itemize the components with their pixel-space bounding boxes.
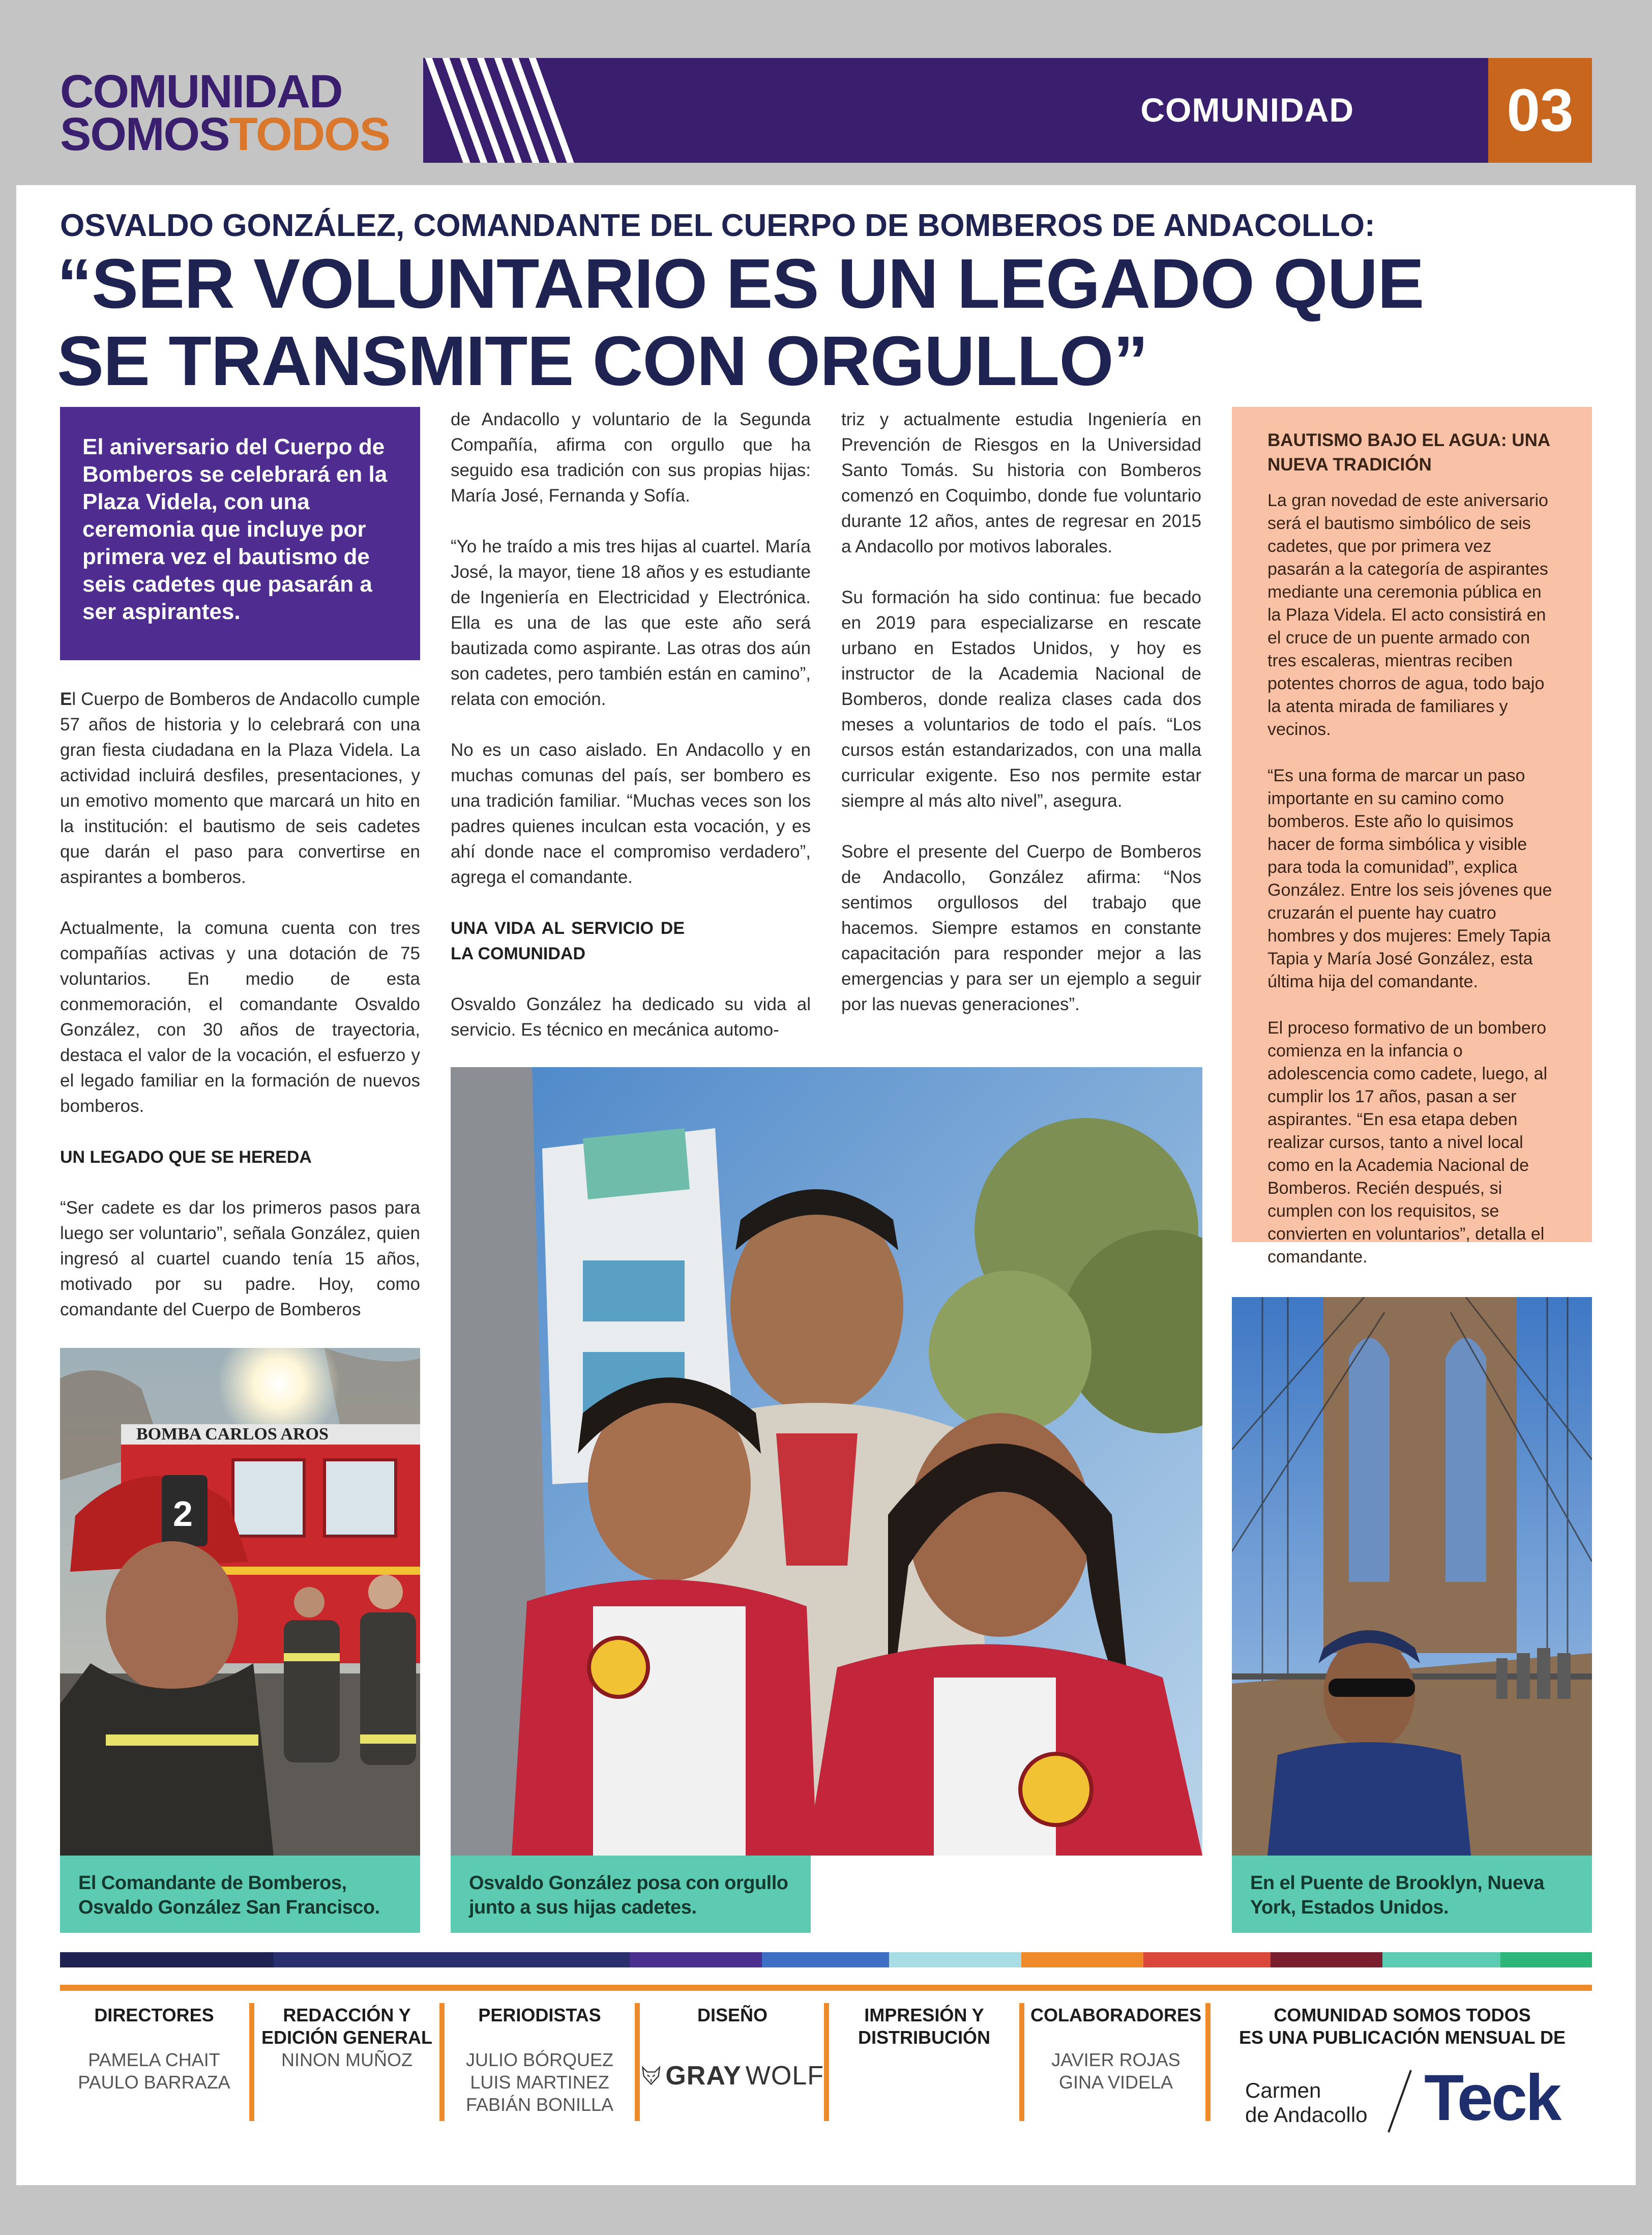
paragraph: Osvaldo González ha dedicado su vida al servicio. Es técnico en mecánica automo- [451, 994, 811, 1040]
credits-title: DIRECTORES [94, 2005, 214, 2025]
header-bar [423, 58, 1489, 163]
caption-family [451, 1856, 811, 1933]
credits-colaboradores [1024, 2004, 1207, 2094]
credits-name: GINA VIDELA [1058, 2072, 1173, 2093]
color-segment [630, 1952, 762, 1967]
paragraph: “Yo he traído a mis tres hijas al cuartel. María José, la mayor, tiene 18 años y es estudiante de Ingeniería en Electricidad y Electrónica. Ella es una de las que este año será bautizada como aspirante. Las otras dos aún son cadetes, pero también están en camino”, relata con emoción. [451, 537, 811, 709]
caption-text: En el Puente de Brooklyn, Nueva York, Estados Unidos. [1250, 1872, 1544, 1918]
credits-title: COLABORADORES [1030, 2005, 1201, 2025]
paragraph: “Ser cadete es dar los primeros pasos para luego ser voluntario”, señala González, quien ingresó al cuartel cuando tenía 15 años, motivado por su padre. Hoy, como comandante del Cuerpo de Bomberos [60, 1198, 420, 1319]
credits-name: JAVIER ROJAS [1051, 2049, 1181, 2070]
graywolf-logo [641, 2059, 824, 2093]
color-segment [1382, 1952, 1500, 1967]
credits-name: LUIS MARTINEZ [470, 2072, 609, 2093]
paragraph: Sobre el presente del Cuerpo de Bomberos de Andacollo, González afirma: “Nos sentimos orgullosos del trabajo que hacemos. Siempre estamos en constante capacitación para responder mejor a las emergencias y para ser un ejemplo a seguir por las nuevas generaciones”. [841, 842, 1201, 1014]
paragraph [60, 687, 420, 890]
logo-gray: GRAY [665, 2061, 742, 2091]
color-segment [1271, 1952, 1382, 1967]
carmen-line2: de Andacollo [1245, 2103, 1368, 2127]
credits-periodistas [446, 2004, 634, 2116]
photo-family [451, 1067, 1202, 1856]
credits-title: DISEÑO [697, 2005, 768, 2025]
paragraph: Su formación ha sido continua: fue becado en 2019 para especializarse en rescate urbano en Estados Unidos, y hoy es instructor de la Academia Nacional de Bomberos, donde realiza clases cada dos meses a voluntarios de todo el país. “Los cursos están estandarizados, con una malla curricular exigente. Eso nos permite estar siempre al más alto nivel”, asegura. [841, 587, 1201, 811]
teck-logo: Teck [1424, 2062, 1560, 2134]
caption-brooklyn [1232, 1856, 1592, 1933]
credits-name: NINON MUÑOZ [281, 2049, 412, 2070]
paragraph: de Andacollo y voluntario de la Segunda Compañía, afirma con orgullo que ha seguido esa tradición con sus propias hijas: María José, Fernanda y Sofía. [451, 409, 811, 506]
credits-title: DISTRIBUCIÓN [858, 2027, 990, 2048]
photo-brooklyn [1232, 1297, 1592, 1856]
truck-sign-text: BOMBA CARLOS AROS [136, 1425, 329, 1444]
credits-directores [60, 2004, 248, 2094]
publisher-title: COMUNIDAD SOMOS TODOS [1274, 2005, 1531, 2025]
brand-somos: SOMOS [60, 108, 229, 160]
subheading: UN LEGADO QUE SE HEREDA [60, 1148, 312, 1167]
brand-todos: TODOS [229, 108, 390, 160]
paragraph: Actualmente, la comuna cuenta con tres compañías activas y una dotación de 75 voluntarios. En medio de esta conmemoración, el comandante Osvaldo González, con 30 años de trayectoria, destaca el valor de la vocación, el esfuerzo y el legado familiar en la formación de nuevos bomberos. [60, 918, 420, 1116]
credits-diseno [641, 2004, 824, 2093]
sidebar-paragraph: La gran novedad de este aniversario será el bautismo simbólico de seis cadetes, que por primera vez pasarán a la categoría de aspirantes mediante una ceremonia pública en la Plaza Videla. El acto consistirá en el cruce de un puente armado con tres escaleras, mientras reciben potentes chorros de agua, todo bajo la atenta mirada de familiares y vecinos. [1267, 491, 1548, 739]
credits-name: PAULO BARRAZA [78, 2072, 230, 2093]
credits-title: PERIODISTAS [478, 2005, 601, 2025]
lead-text: El aniversario del Cuerpo de Bomberos se celebrará en la Plaza Videla, con una ceremonia que incluye por primera vez el bautismo de seis cadetes que pasarán a ser aspirantes. [82, 434, 388, 624]
photo-commander [60, 1348, 420, 1856]
caption-commander [60, 1856, 420, 1933]
sidebar-paragraph: El proceso formativo de un bombero comienza en la infancia o adolescencia como cadete, luego, al cumplir los 17 años, pasan a ser aspirantes. “En esa etapa deben realizar cursos, tanto a nivel local como en la Academia Nacional de Bomberos. Recién después, si cumplen con los requisitos, se convierten en voluntarios”, detalla el comandante. [1267, 1018, 1548, 1267]
credits-impresion [830, 2004, 1018, 2049]
footer-separator [439, 2003, 445, 2121]
section-name: COMUNIDAD [1140, 91, 1354, 129]
logo-divider-slash [1384, 2068, 1415, 2134]
logo-wolf: WOLF [745, 2061, 824, 2091]
brand-logo-line2 [60, 108, 390, 160]
credits-name: FABIÁN BONILLA [465, 2094, 614, 2115]
color-segment [274, 1952, 630, 1967]
article-headline: “SER VOLUNTARIO ES UN LEGADO QUE SE TRANSMITE CON ORGULLO” [57, 245, 1424, 400]
credits-title: EDICIÓN GENERAL [261, 2027, 433, 2048]
carmen-logo [1245, 2078, 1368, 2127]
article-column-3 [841, 407, 1201, 1043]
paragraph: triz y actualmente estudia Ingeniería en Prevención de Riesgos en la Universidad Santo Tomás. Su historia con Bomberos comenzó en Coquimbo, donde fue voluntario durante 12 años, antes de regresar en 2015 a Andacollo por motivos laborales. [841, 409, 1201, 556]
paragraph: No es un caso aislado. En Andacollo y en muchas comunas del país, ser bombero es una tradición familiar. “Muchas veces son los padres quienes inculcan esta vocación, y es ahí donde nace el compromiso verdadero”, agrega el comandante. [451, 740, 811, 887]
subheading: UNA VIDA AL SERVICIO DE LA COMUNIDAD [451, 919, 685, 963]
credits-name: PAMELA CHAIT [88, 2049, 220, 2070]
color-segment [60, 1952, 274, 1967]
footer-color-bar [60, 1952, 1592, 1967]
credits-name: JULIO BÓRQUEZ [465, 2049, 614, 2070]
credits-title: REDACCIÓN Y [283, 2005, 411, 2025]
caption-text: Osvaldo González posa con orgullo junto a sus hijas cadetes. [469, 1872, 788, 1918]
wolf-icon [641, 2059, 661, 2093]
sidebar-paragraph: “Es una forma de marcar un paso importante en su camino como bomberos. Este año lo quisimos hacer de forma simbólica y visible para toda la comunidad”, explica González. Entre los seis jóvenes que cruzarán el puente hay cuatro hombres y dos mujeres: Emely Tapia Tapia y María José González, esta última hija del comandante. [1267, 766, 1552, 991]
footer-rule [60, 1985, 1592, 1991]
carmen-line1: Carmen [1245, 2078, 1321, 2102]
page-number: 03 [1488, 58, 1592, 163]
footer-separator [824, 2003, 829, 2121]
sidebar-title: BAUTISMO BAJO EL AGUA: UNA NUEVA TRADICIÓN [1267, 430, 1550, 475]
color-segment [762, 1952, 889, 1967]
dropcap: E [60, 689, 72, 709]
svg-text:2: 2 [173, 1494, 193, 1534]
credits-title: IMPRESIÓN Y [864, 2005, 984, 2025]
publisher-block [1213, 2004, 1592, 2049]
color-segment [1500, 1952, 1592, 1967]
brand-logo-line1: COMUNIDAD [60, 66, 342, 117]
paragraph-text: l Cuerpo de Bomberos de Andacollo cumple 57 años de historia y lo celebrará con una gran fiesta ciudadana en la Plaza Videla. La actividad incluirá desfiles, presentaciones, y un emotivo momento que marcará un hito en la institución: el bautismo de seis cadetes que darán el paso para convertirse en aspirantes a bomberos. [60, 689, 420, 887]
color-segment [1021, 1952, 1143, 1967]
footer-separator [249, 2003, 254, 2121]
credits-redaccion [255, 2004, 438, 2071]
color-segment [889, 1952, 1021, 1967]
footer-separator [635, 2003, 640, 2121]
caption-text: El Comandante de Bomberos, Osvaldo González San Francisco. [78, 1872, 380, 1918]
article-column-2 [451, 407, 811, 1068]
article-kicker: OSVALDO GONZÁLEZ, COMANDANTE DEL CUERPO DE BOMBEROS DE ANDACOLLO: [60, 208, 1375, 243]
publisher-title: ES UNA PUBLICACIÓN MENSUAL DE [1238, 2027, 1566, 2048]
footer-separator [1205, 2003, 1211, 2121]
footer-separator [1019, 2003, 1024, 2121]
color-segment [1143, 1952, 1271, 1967]
sidebar-box [1232, 407, 1592, 1267]
lead-box [60, 407, 420, 660]
article-column-1 [60, 687, 420, 1348]
